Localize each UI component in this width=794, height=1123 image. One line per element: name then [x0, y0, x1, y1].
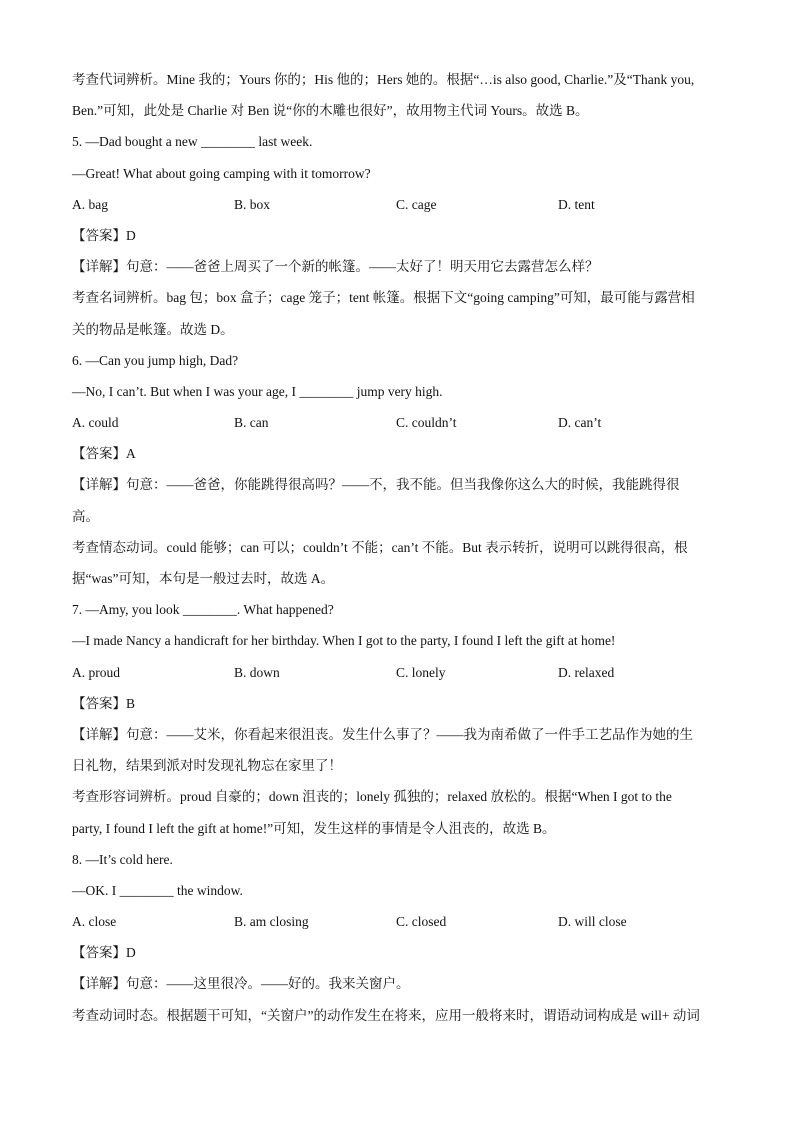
analysis-line: 考查名词辨析。bag 包；box 盒子；cage 笼子；tent 帐篷。根据下文“going camping”可知，最可能与露营相	[72, 290, 695, 306]
option-b: B. down	[234, 664, 280, 680]
explanation-line: 【详解】句意：——这里很冷。——好的。我来关窗户。	[72, 976, 410, 992]
question-stem: 7. —Amy, you look ________. What happened?	[72, 602, 334, 618]
option-d: D. tent	[558, 196, 595, 212]
analysis-line: 考查代词辨析。Mine 我的；Yours 你的；His 他的；Hers 她的。根据“…is also good, Charlie.”及“Thank you,	[72, 72, 695, 87]
option-a: A. close	[72, 914, 117, 930]
option-a: A. bag	[72, 196, 108, 212]
option-a: A. proud	[72, 664, 120, 680]
answer-options	[72, 906, 722, 937]
option-c: C. cage	[396, 196, 437, 212]
answer-options	[72, 189, 722, 220]
option-c: C. lonely	[396, 664, 446, 680]
answer-line: 【答案】A	[72, 446, 136, 462]
explanation-line: 【详解】句意：——爸爸上周买了一个新的帐篷。——太好了！明天用它去露营怎么样？	[72, 259, 599, 275]
option-c: C. closed	[396, 914, 447, 930]
question-stem: 6. —Can you jump high, Dad?	[72, 352, 239, 368]
explanation-line: 高。	[72, 508, 99, 524]
analysis-line: 据“was”可知，本句是一般过去时，故选 A。	[72, 571, 335, 586]
option-b: B. box	[234, 196, 271, 212]
analysis-line: party, I found I left the gift at home!”可知，发生这样的事情是令人沮丧的，故选 B。	[72, 820, 556, 836]
explanation-line: 【详解】句意：——爸爸，你能跳得很高吗？——不，我不能。但当我像你这么大的时候，我能跳得很	[72, 477, 680, 493]
option-a: A. could	[72, 415, 119, 431]
option-d: D. will close	[558, 914, 627, 930]
option-c: C. couldn’t	[396, 415, 457, 431]
option-b: B. can	[234, 415, 269, 431]
option-d: D. relaxed	[558, 664, 615, 680]
document-page	[72, 64, 722, 1031]
option-d: D. can’t	[558, 415, 602, 431]
explanation-line: 【详解】句意：——艾米，你看起来很沮丧。发生什么事了？——我为南希做了一件手工艺品作为她的生	[72, 726, 693, 742]
explanation-line: 日礼物，结果到派对时发现礼物忘在家里了！	[72, 758, 342, 774]
analysis-line: 考查动词时态。根据题干可知，“关窗户”的动作发生在将来，应用一般将来时，谓语动词构成是 will+ 动词	[72, 1007, 700, 1023]
question-dialogue: —OK. I ________ the window.	[72, 882, 243, 898]
analysis-line: 考查情态动词。could 能够；can 可以；couldn’t 不能；can’t 不能。But 表示转折，说明可以跳得很高，根	[72, 539, 688, 555]
answer-line: 【答案】B	[72, 695, 136, 711]
question-stem: 5. —Dad bought a new ________ last week.	[72, 134, 313, 150]
question-stem: 8. —It’s cold here.	[72, 851, 173, 867]
analysis-line: 考查形容词辨析。proud 自豪的；down 沮丧的；lonely 孤独的；relaxed 放松的。根据“When I got to the	[72, 789, 672, 805]
answer-line: 【答案】D	[72, 227, 136, 243]
question-dialogue: —Great! What about going camping with it tomorrow?	[72, 165, 371, 181]
answer-options	[72, 407, 722, 438]
question-dialogue: —No, I can’t. But when I was your age, I ________ jump very high.	[72, 383, 443, 399]
option-b: B. am closing	[234, 914, 309, 930]
answer-options	[72, 657, 722, 688]
analysis-line: Ben.”可知，此处是 Charlie 对 Ben 说“你的木雕也很好”，故用物主代词 Yours。故选 B。	[72, 103, 589, 119]
analysis-line: 关的物品是帐篷。故选 D。	[72, 321, 234, 337]
answer-line: 【答案】D	[72, 945, 136, 961]
question-dialogue: —I made Nancy a handicraft for her birthday. When I got to the party, I found I left the gift at home!	[72, 633, 616, 649]
